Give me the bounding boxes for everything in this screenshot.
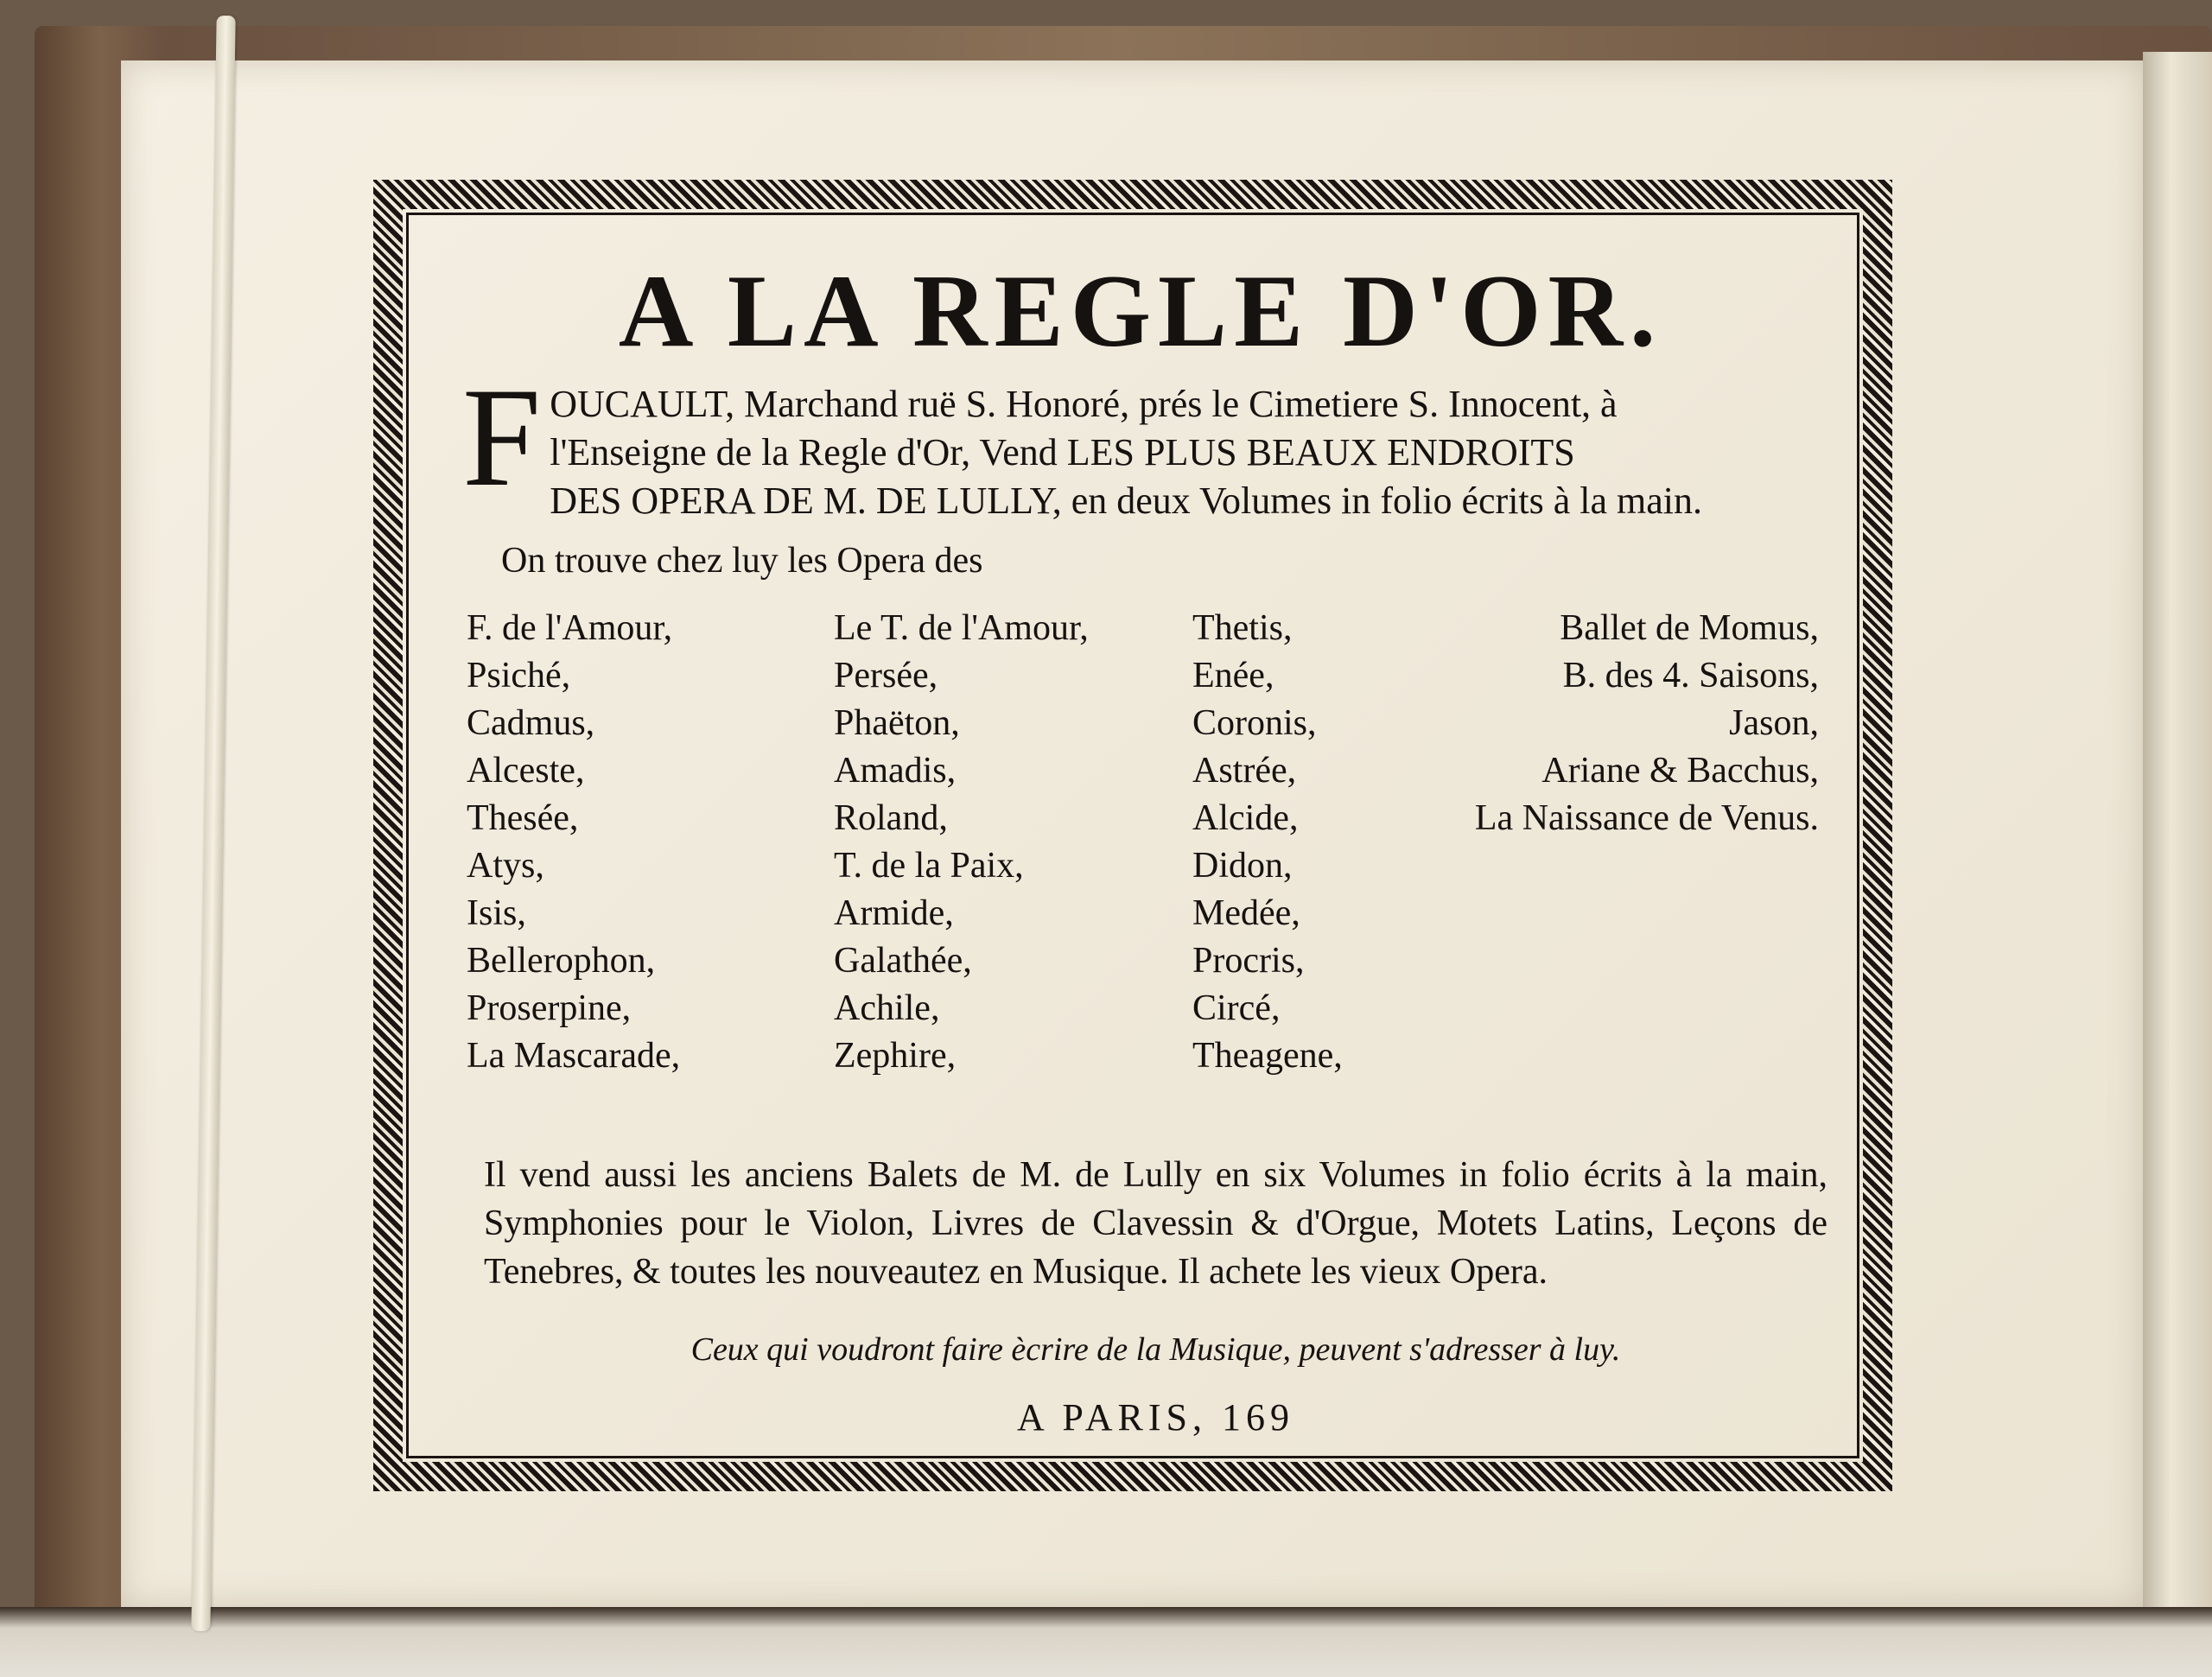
- table-surface: [0, 1607, 2212, 1677]
- opera-list-intro: On trouve chez luy les Opera des: [501, 541, 983, 581]
- opera-title: Coronis,: [1192, 703, 1317, 743]
- opera-title: La Naissance de Venus.: [1474, 798, 1819, 838]
- intro-paragraph: [462, 359, 1823, 525]
- opera-title: Cadmus,: [467, 703, 595, 743]
- italic-notice: Ceux qui voudront faire ècrire de la Musique, peuvent s'adresser à luy.: [690, 1331, 1621, 1368]
- opera-title: Theagene,: [1192, 1036, 1343, 1076]
- opera-title: Isis,: [467, 893, 526, 933]
- opera-title: Armide,: [834, 893, 954, 933]
- opera-title: Didon,: [1192, 846, 1293, 886]
- body-paragraph: Il vend aussi les anciens Balets de M. de Lully en six Volumes in folio écrits à la main, Symphonies pour le Violon, Livres de Clavessin & d'Orgue, Motets Latins, Leçons de Tenebres, & toutes les nouveautez en Musique. Il achete les vieux Opera.: [484, 1155, 1827, 1292]
- opera-title: Alceste,: [467, 751, 585, 791]
- opera-column-3: [1192, 605, 1343, 1080]
- drop-cap: F: [462, 359, 542, 516]
- page-title: A LA REGLE D'OR.: [618, 253, 1663, 368]
- opera-title: Bellerophon,: [467, 941, 656, 981]
- opera-title: Circé,: [1192, 988, 1281, 1028]
- opera-title: Thetis,: [1192, 608, 1293, 648]
- opera-title: Ariane & Bacchus,: [1541, 751, 1819, 791]
- opera-title: Astrée,: [1192, 751, 1297, 791]
- intro-line: l'Enseigne de la Regle d'Or, Vend LES PLUS BEAUX ENDROITS: [550, 431, 1575, 473]
- opera-column-4: [1426, 605, 1819, 842]
- opera-title: Amadis,: [834, 751, 957, 791]
- opera-title: Alcide,: [1192, 798, 1299, 838]
- intro-line: DES OPERA DE M. DE LULLY, en deux Volumes in folio écrits à la main.: [550, 480, 1703, 522]
- opera-title: F. de l'Amour,: [467, 608, 673, 648]
- opera-title: Medée,: [1192, 893, 1300, 933]
- opera-title: Galathée,: [834, 941, 972, 981]
- imprint: A PARIS, 169: [1016, 1396, 1295, 1439]
- opera-title: Proserpine,: [467, 988, 632, 1028]
- opera-title: La Mascarade,: [467, 1036, 681, 1076]
- opera-title: Enée,: [1192, 656, 1274, 696]
- opera-title: Psiché,: [467, 656, 571, 696]
- opera-title: Procris,: [1192, 941, 1305, 981]
- intro-line: OUCAULT, Marchand ruë S. Honoré, prés le Cimetiere S. Innocent, à: [550, 383, 1618, 425]
- opera-title: Roland,: [834, 798, 948, 838]
- opera-title: Persée,: [834, 656, 938, 696]
- opera-title: Ballet de Momus,: [1560, 608, 1819, 648]
- opera-column-2: [834, 605, 1089, 1080]
- opera-title: T. de la Paix,: [834, 846, 1024, 886]
- opera-title: Achile,: [834, 988, 940, 1028]
- opera-title: B. des 4. Saisons,: [1562, 656, 1819, 696]
- right-page-edge: [2143, 52, 2212, 1616]
- opera-column-1: [467, 605, 680, 1080]
- opera-title: Jason,: [1729, 703, 1819, 743]
- opera-title: Thesée,: [467, 798, 579, 838]
- opera-title: Atys,: [467, 846, 544, 886]
- opera-title: Phaëton,: [834, 703, 960, 743]
- opera-title: Zephire,: [834, 1036, 957, 1076]
- opera-title: Le T. de l'Amour,: [834, 608, 1089, 648]
